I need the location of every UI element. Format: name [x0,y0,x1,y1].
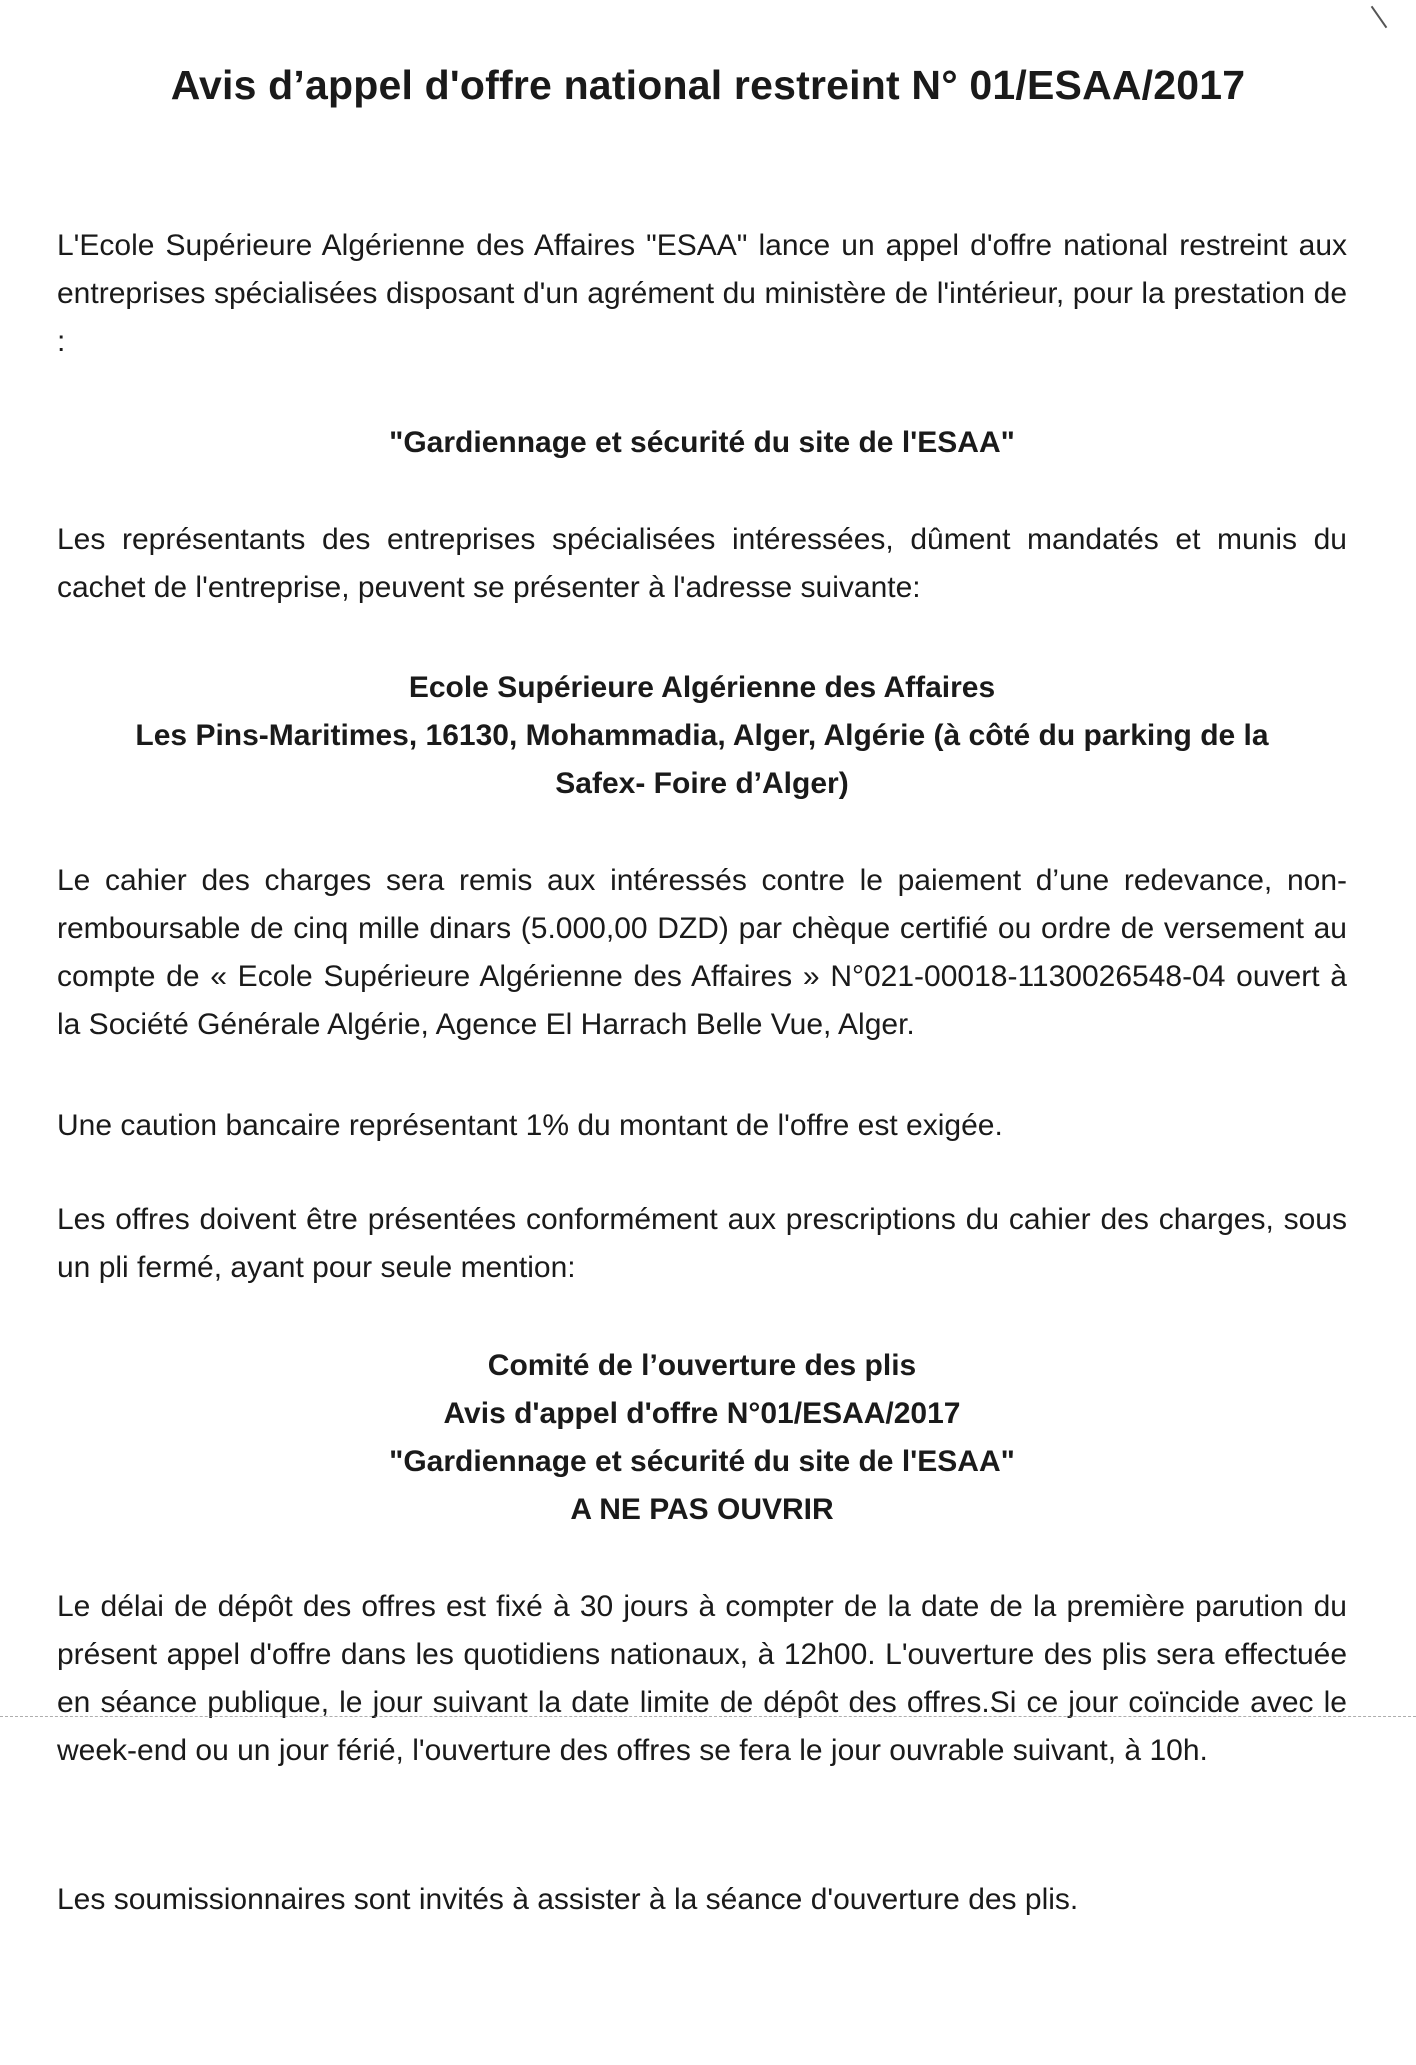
soumissionnaires-paragraph: Les soumissionnaires sont invités à assister à la séance d'ouverture des plis. [57,1883,1079,1916]
caution-paragraph: Une caution bancaire représentant 1% du montant de l'offre est exigée. [57,1109,1003,1142]
scan-fold-line [0,1716,1416,1717]
mention-line-3: "Gardiennage et sécurité du site de l'ESAA" [389,1445,1015,1478]
scan-mark-top-right [1371,6,1388,28]
mention-line-4: A NE PAS OUVRIR [570,1493,834,1526]
representatives-paragraph: Les représentants des entreprises spécialisées intéressées, dûment mandatés et munis du cachet de l'entreprise, peuvent se présenter à l'adresse suivante: [57,523,1347,604]
address-line-2: Les Pins-Maritimes, 16130, Mohammadia, Alger, Algérie (à côté du parking de la [135,719,1269,752]
document-title: Avis d’appel d'offre national restreint N° 01/ESAA/2017 [170,62,1246,108]
mention-line-2: Avis d'appel d'offre N°01/ESAA/2017 [443,1397,961,1430]
address-line-3: Safex- Foire d’Alger) [555,767,849,800]
service-heading [57,419,1347,467]
envelope-mention-block [57,1342,1347,1534]
service-title: "Gardiennage et sécurité du site de l'ESAA" [389,426,1015,459]
cahier-paragraph: Le cahier des charges sera remis aux intéressés contre le paiement d’une redevance, non-remboursable de cinq mille dinars (5.000,00 DZD) par chèque certifié ou ordre de versement au compte de « Ecole Supérieure Algérienne des Affaires » N°021-00018-1130026548-04 ouvert à la Société Générale Algérie, Agence El Harrach Belle Vue, Alger. [57,864,1347,1041]
mention-line-1: Comité de l’ouverture des plis [487,1349,917,1382]
intro-paragraph: L'Ecole Supérieure Algérienne des Affaires "ESAA" lance un appel d'offre national restreint aux entreprises spécialisées disposant d'un agrément du ministère de l'intérieur, pour la prestation de : [57,229,1347,358]
address-line-1: Ecole Supérieure Algérienne des Affaires [408,671,996,704]
delai-paragraph: Le délai de dépôt des offres est fixé à 30 jours à compter de la date de la première parution du présent appel d'offre dans les quotidiens nationaux, à 12h00. L'ouverture des plis sera effectuée en séance publique, le jour suivant la date limite de dépôt des offres.Si ce jour coïncide avec le week-end ou un jour férié, l'ouverture des offres se fera le jour ouvrable suivant, à 10h. [57,1590,1347,1767]
address-block [57,664,1347,808]
offres-paragraph: Les offres doivent être présentées conformément aux prescriptions du cahier des charges, sous un pli fermé, ayant pour seule mention: [57,1203,1347,1284]
